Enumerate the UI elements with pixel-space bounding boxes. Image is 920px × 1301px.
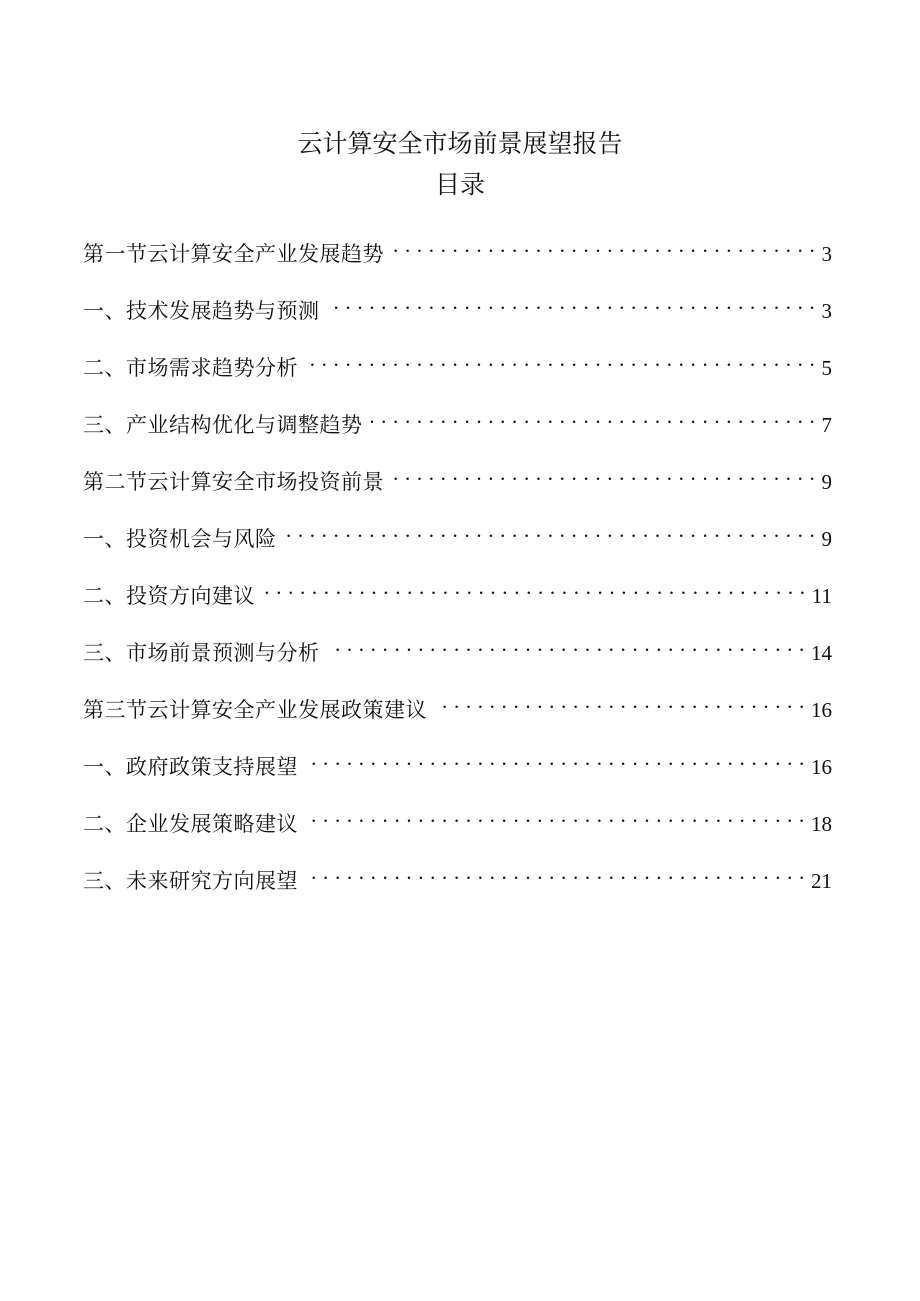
toc-entry-label: 二、投资方向建议: [83, 584, 255, 608]
toc-dot-leader: [306, 856, 805, 888]
toc-dot-leader: [328, 628, 806, 660]
toc-entry-label: 一、政府政策支持展望: [83, 755, 298, 779]
toc-entry-label: 三、市场前景预测与分析: [83, 641, 320, 665]
toc-entry-label: 三、产业结构优化与调整趋势: [83, 413, 363, 437]
toc-dot-leader: [371, 400, 816, 432]
toc-page-number: 3: [821, 299, 832, 323]
toc-page-number: 16: [811, 755, 832, 779]
toc-dot-leader: [306, 799, 805, 831]
toc-entry-1-2[interactable]: [83, 343, 832, 400]
toc-entry-label: 第三节云计算安全产业发展政策建议: [83, 698, 427, 722]
toc-dot-leader: [285, 514, 816, 546]
toc-page-number: 3: [821, 242, 832, 266]
toc-entry-1-1[interactable]: [83, 286, 832, 343]
toc-entry-label: 一、技术发展趋势与预测: [83, 299, 320, 323]
toc-entry-label: 第一节云计算安全产业发展趋势: [83, 242, 384, 266]
toc-entry-1-3[interactable]: [83, 400, 832, 457]
toc-entry-section-1[interactable]: [83, 229, 832, 286]
toc-page-number: 14: [811, 641, 832, 665]
toc-heading: 目录: [434, 170, 485, 199]
toc-dot-leader: [392, 457, 816, 489]
toc-entry-section-2[interactable]: [83, 457, 832, 514]
toc-dot-leader: [392, 229, 816, 261]
toc-page-number: 21: [811, 869, 832, 893]
toc-dot-leader: [263, 571, 806, 603]
toc-entry-label: 第二节云计算安全市场投资前景: [83, 470, 384, 494]
toc-entry-2-3[interactable]: [83, 628, 832, 685]
table-of-contents: [83, 229, 832, 913]
toc-entry-2-1[interactable]: [83, 514, 832, 571]
toc-page-number: 9: [821, 527, 832, 551]
toc-page-number: 9: [821, 470, 832, 494]
toc-dot-leader: [306, 742, 805, 774]
toc-dot-leader: [435, 685, 805, 717]
toc-entry-section-3[interactable]: [83, 685, 832, 742]
toc-page-number: 11: [811, 584, 832, 608]
toc-entry-2-2[interactable]: [83, 571, 832, 628]
toc-entry-label: 二、市场需求趋势分析: [83, 356, 298, 380]
toc-entry-3-2[interactable]: [83, 799, 832, 856]
toc-entry-3-3[interactable]: [83, 856, 832, 913]
toc-page-number: 16: [811, 698, 832, 722]
toc-dot-leader: [328, 286, 816, 318]
toc-entry-label: 二、企业发展策略建议: [83, 812, 298, 836]
toc-page-number: 18: [811, 812, 832, 836]
toc-entry-3-1[interactable]: [83, 742, 832, 799]
toc-dot-leader: [306, 343, 816, 375]
toc-page-number: 7: [821, 413, 832, 437]
toc-entry-label: 一、投资机会与风险: [83, 527, 277, 551]
document-title: 云计算安全市场前景展望报告: [297, 129, 623, 158]
toc-page-number: 5: [821, 356, 832, 380]
toc-entry-label: 三、未来研究方向展望: [83, 869, 298, 893]
